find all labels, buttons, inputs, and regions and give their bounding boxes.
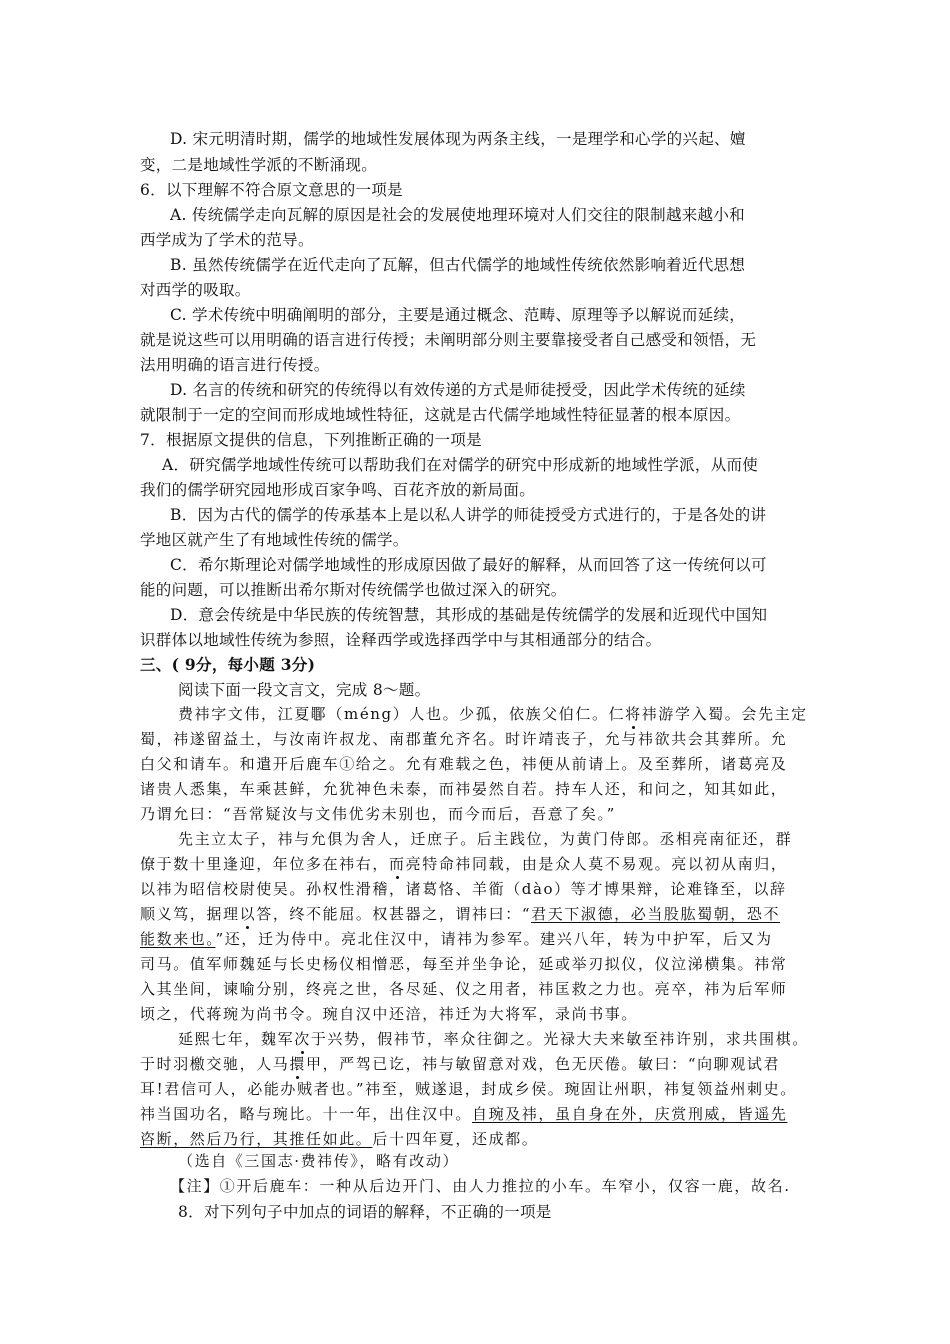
q7-option-a-line1: A．研究儒学地域性传统可以帮助我们在对儒学的研究中形成新的地域性学派，从而使 (162, 456, 759, 474)
dotted-word-ci: 次 (294, 1030, 311, 1048)
q6-option-c-line2: 就是说这些可以用明确的语言进行传授；未阐明部分则主要靠接受者自己感受和领悟，无 (140, 331, 757, 349)
passage-p2-line2: 僚于数十里逢迎，年位多在祎右，而亮特命祎同载，由是众人莫不易观。亮以初从南归， (140, 855, 788, 873)
passage-p2-line4: 顺义笃，据理以答，终不能屈。权甚器之，谓祎曰：“君天下淑德，必当股肱蜀朝，恐不 (140, 905, 781, 923)
underlined-sentence-1a: 君天下淑德，必当股肱蜀朝，恐不 (531, 905, 781, 923)
section-3-intro: 阅读下面一段文言文，完成 8～题。 (178, 681, 431, 699)
passage-p1-line3: 白父和请车。和遣开后鹿车①给之。允有难载之色，祎便从前请上。及至葬所，诸葛亮及 (140, 755, 788, 773)
q8-stem: 8．对下列句子中加点的词语的解释，不正确的一项是 (178, 1203, 552, 1221)
dotted-word-er: 而 (389, 855, 406, 873)
q6-option-d-line1: D. 名言的传统和研究的传统得以有效传递的方式是师徒授受，因此学术传统的延续 (170, 381, 746, 399)
passage-p2-line1: 先主立太子，祎与允俱为舍人，迁庶子。后主践位，为黄门侍郎。丞相亮南征还，群 (178, 830, 793, 848)
passage-p3-line2: 于时羽檄交驰，人马擐甲，严驾已讫，祎与敏留意对戏，色无厌倦。敏曰：“向聊观试君 (140, 1055, 781, 1073)
q6-option-a-line2: 西学成为了学术的范导。 (140, 231, 314, 249)
dotted-word-yi: 以 (239, 905, 257, 923)
passage-p2-line7: 入其坐间，谏喻分别，终亮之世，各尽延、仪之用者，祎匡救之力也。亮卒，祎为后军师 (140, 980, 788, 998)
q7-stem: 7．根据原文提供的信息，下列推断正确的一项是 (140, 431, 482, 449)
q7-option-c-line2: 能的问题，可以推断出希尔斯对传统儒学也做过深入的研究。 (140, 581, 567, 599)
q7-option-a-line2: 我们的儒学研究园地形成百家争鸣、百花齐放的新局面。 (140, 481, 536, 499)
underlined-sentence-2a: 自琬及祎，虽自身在外，庆赏刑威，皆遥先 (472, 1105, 788, 1123)
passage-note: 【注】①开后鹿车：一种从后边开门、由人力推拉的小车。车窄小，仅容一鹿，故名. (170, 1177, 791, 1195)
q7-option-b-line2: 学地区就产生了有地域性传统的儒学。 (140, 531, 409, 549)
passage-p3-line5: 咨断，然后乃行，其推任如此。后十四年夏，还成都。 (140, 1130, 539, 1148)
underlined-sentence-1b: 能数来也。 (140, 930, 216, 948)
passage-p1-line1: 费祎字文伟，江夏鄳（méng）人也。少孤，依族父伯仁。仁将祎游学入蜀。会先主定 (178, 705, 808, 723)
passage-p2-line8: 顷之，代蒋琬为尚书令。琬自汉中还涪，祎迁为大将军，录尚书事。 (140, 1005, 639, 1023)
passage-p2-line5: 能数来也。”还，迁为侍中。亮北住汉中，请祎为参军。建兴八年，转为中护军，后又为 (140, 930, 773, 948)
underlined-sentence-2b: 咨断，然后乃行，其推任如此。 (140, 1130, 373, 1148)
passage-p3-line4: 祎当国功名，略与琬比。十一年，出住汉中。自琬及祎，虽自身在外，庆赏刑威，皆遥先 (140, 1105, 788, 1123)
q6-option-b-line1: B. 虽然传统儒学在近代走向了瓦解，但古代儒学的地域性传统依然影响着近代思想 (170, 256, 746, 274)
q6-stem: 6．以下理解不符合原文意思的一项是 (140, 181, 403, 199)
q7-option-b-line1: B．因为古代的儒学的传承基本上是以私人讲学的师徒授受方式进行的，于是各处的讲 (170, 506, 767, 524)
passage-p2-line6: 司马。值军师魏延与长史杨仪相憎恶，每至并坐争论，延或举刃拟仪，仪泣涕横集。祎常 (140, 955, 788, 973)
q6-option-c-line3: 法用明确的语言进行传授。 (140, 356, 330, 374)
q6-option-d-line2: 就限制于一定的空间而形成地域性特征，这就是古代儒学地域性特征显著的根本原因。 (140, 406, 741, 424)
passage-p1-line4: 诸贵人悉集，车乘甚鲜，允犹神色未泰，而祎晏然自若。持车人还，和问之，知其如此， (140, 780, 788, 798)
section-3-header: 三、( 9分，每小题 3分) (140, 655, 316, 674)
q7-option-d-line2: 识群体以地域性传统为参照，诠释西学或选择西学中与其相通部分的结合。 (140, 631, 662, 649)
q5-option-d-line2: 变，二是地域性学派的不断涌现。 (140, 156, 378, 174)
q6-option-a-line1: A. 传统儒学走向瓦解的原因是社会的发展使地理环境对人们交往的限制越来越小和 (170, 206, 745, 224)
passage-p1-line5: 乃谓允曰：“吾常疑汝与文伟优劣未别也，而今而后，吾意了矣。” (140, 805, 616, 823)
passage-p1-line2: 蜀，祎遂留益土，与汝南许叔龙、南郡董允齐名。时许靖丧子，允与祎欲共会其葬所。允 (140, 730, 788, 748)
q6-option-c-line1: C. 学术传统中明确阐明的部分，主要是通过概念、范畴、原理等予以解说而延续， (170, 306, 746, 324)
q7-option-c-line1: C．希尔斯理论对儒学地域性的形成原因做了最好的解释，从而回答了这一传统何以可 (170, 556, 767, 574)
dotted-word-huan: 擐 (289, 1055, 307, 1073)
passage-source: （选自《三国志·费祎传》，略有改动） (178, 1152, 460, 1170)
dotted-word-jiang: 将 (625, 705, 642, 723)
q7-option-d-line1: D．意会传统是中华民族的传统智慧，其形成的基础是传统儒学的发展和近现代中国知 (170, 606, 768, 624)
q6-option-b-line2: 对西学的吸取。 (140, 281, 251, 299)
passage-p2-line3: 以祎为昭信校尉使吴。孙权性滑稽，诸葛恪、羊衜（dào）等才博果辩，论难锋至，以辞 (140, 880, 787, 898)
passage-p3-line3: 耳!君信可人，必能办贼者也。”祎至，贼遂退，封成乡侯。琬固让州职，祎复领益州刺史。 (140, 1080, 797, 1098)
q5-option-d-line1: D. 宋元明清时期，儒学的地域性发展体现为两条主线，一是理学和心学的兴起、嬗 (170, 130, 746, 148)
passage-p3-line1: 延熙七年，魏军次于兴势，假祎节，率众往御之。光禄大夫来敏至祎许别，求共围棋。 (178, 1030, 809, 1048)
